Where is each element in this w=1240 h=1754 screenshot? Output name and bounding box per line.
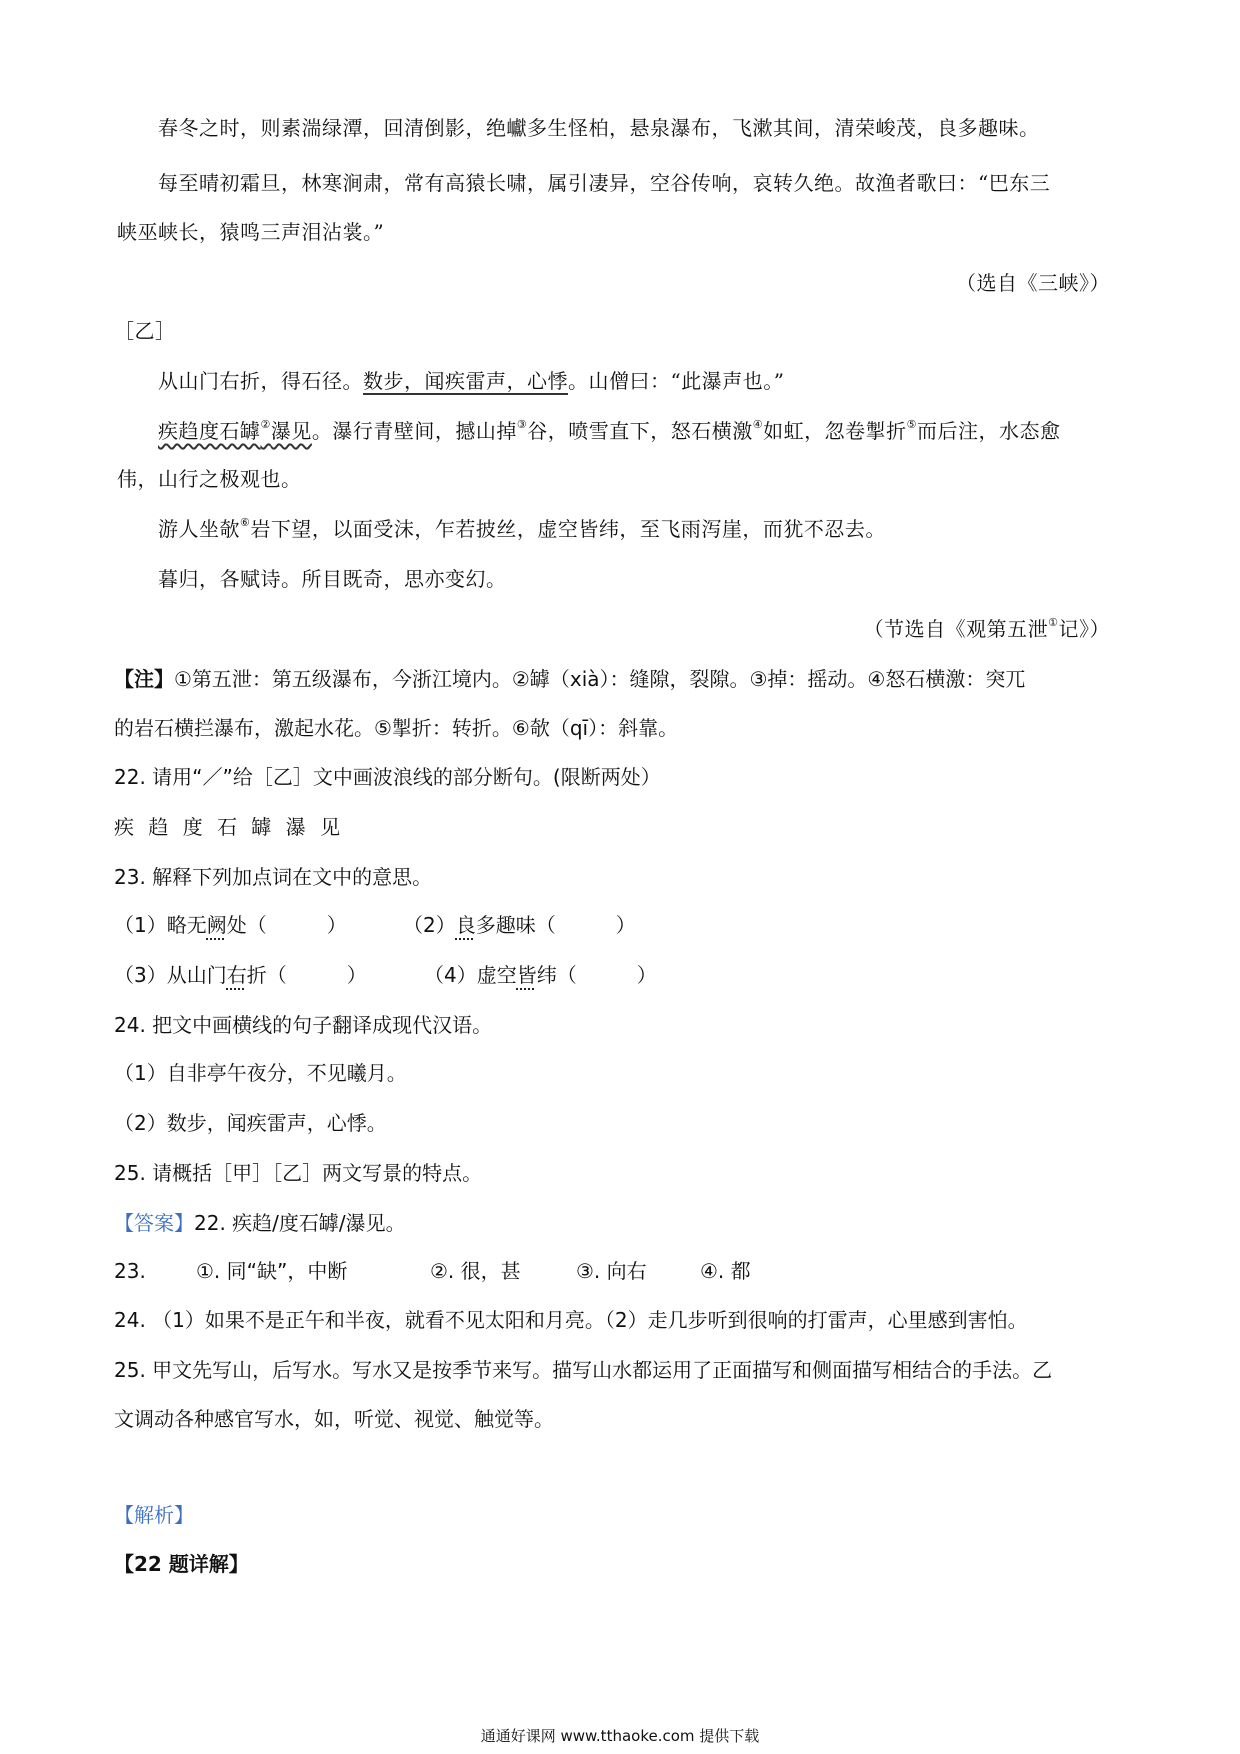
- q23-1-prefix: （1）略无: [114, 913, 207, 937]
- passage-b-source-part-b: 记》）: [1058, 617, 1110, 641]
- answer-23-number: 23.: [114, 1259, 146, 1283]
- answer-22-line: [114, 1210, 406, 1236]
- note-marker-2: ②: [260, 418, 271, 431]
- passage-b-source-part-a: （节选自《观第五泄: [863, 617, 1049, 641]
- note-marker-5: ⑤: [906, 418, 917, 431]
- q23-3-dotted-word: 右: [226, 963, 247, 987]
- passage-b-p2-text-4: 而后注，水态愈: [917, 419, 1061, 443]
- question-23-item-4: [424, 962, 657, 988]
- question-24-item-1: （1）自非亭午夜分，不见曦月。: [114, 1061, 407, 1085]
- passage-b-paragraph-2-line-2: 伟，山行之极观也。: [117, 467, 302, 491]
- q23-4-suffix: 纬（ ）: [536, 963, 657, 987]
- notes-text-1: ①第五泄：第五级瀑布，今浙江境内。②罅（xià）：缝隙，裂隙。③掉：摇动。④怒石横激：突兀: [174, 667, 1026, 691]
- wavy-phrase: [158, 419, 312, 443]
- q23-3-prefix: （3）从山门: [114, 963, 227, 987]
- q23-2-dotted-word: 良: [455, 913, 476, 937]
- answer-25-line-2: 文调动各种感官写水，如，听觉、视觉、触觉等。: [114, 1407, 554, 1431]
- passage-a-source: （选自《三峡》）: [956, 271, 1110, 295]
- answer-25-line-1: 25. 甲文先写山，后写水。写水又是按季节来写。描写山水都运用了正面描写和侧面描写相结合的手法。乙: [114, 1358, 1053, 1382]
- passage-b-p2-text-1: 。瀑行青壁间，撼山掉: [311, 419, 517, 443]
- passage-b-p3-part-a: 游人坐欹: [158, 517, 240, 541]
- q23-2-suffix: 多趣味（ ）: [475, 913, 636, 937]
- q23-2-prefix: （2）: [403, 913, 456, 937]
- answer-23-2: ②. 很，甚: [430, 1259, 521, 1283]
- note-marker-6: ⑥: [240, 516, 251, 529]
- passage-b-p1-end: 。山僧曰：“此瀑声也。”: [568, 369, 785, 393]
- q23-3-suffix: 折（ ）: [246, 963, 367, 987]
- passage-b-source: [864, 616, 1110, 642]
- answer-23-3: ③. 向右: [576, 1259, 647, 1283]
- page-footer: 通通好课网 www.tthaoke.com 提供下载: [480, 1727, 760, 1745]
- passage-b-p2-text-3: 如虹，忽卷掣折: [763, 419, 907, 443]
- analysis-label: 【解析】: [114, 1503, 194, 1527]
- q23-4-prefix: （4）虚空: [424, 963, 517, 987]
- answer-24: 24. （1）如果不是正午和半夜，就看不见太阳和月亮。（2）走几步听到很响的打雷声，心里感到害怕。: [114, 1308, 1028, 1332]
- notes-line-2: 的岩石横拦瀑布，激起水花。⑤掣折：转折。⑥欹（qī）：斜靠。: [114, 716, 679, 740]
- question-24-item-2: （2）数步，闻疾雷声，心悸。: [114, 1111, 387, 1135]
- passage-b-label: ［乙］: [114, 319, 176, 343]
- q23-4-dotted-word: 皆: [516, 963, 537, 987]
- answer-23-4: ④. 都: [700, 1259, 751, 1283]
- passage-b-p2-text-2: 谷，喷雪直下，怒石横激: [527, 419, 753, 443]
- passage-a-paragraph-2-line-2: 峡巫峡长，猿鸣三声泪沾裳。”: [117, 220, 385, 244]
- q23-1-dotted-word: 阙: [206, 913, 227, 937]
- passage-a-paragraph-1: 春冬之时，则素湍绿潭，回清倒影，绝巘多生怪柏，悬泉瀑布，飞漱其间，清荣峻茂，良多趣味。: [158, 116, 1040, 140]
- underlined-sentence: 数步，闻疾雷声，心悸: [363, 369, 568, 393]
- wavy-phrase-part-a: 疾趋度石罅: [158, 419, 261, 443]
- note-marker-1: ①: [1048, 616, 1059, 629]
- question-23-item-3: [114, 962, 367, 988]
- passage-b-p3-part-b: 岩下望，以面受沫，乍若披丝，虚空皆纬，至飞雨泻崖，而犹不忍去。: [250, 517, 886, 541]
- note-marker-3: ③: [516, 418, 528, 431]
- question-24: 24. 把文中画横线的句子翻译成现代汉语。: [114, 1013, 493, 1037]
- q23-1-suffix: 处（ ）: [226, 913, 347, 937]
- question-23-item-1: [114, 912, 347, 938]
- passage-b-p1-start: 从山门右折，得石径。: [158, 369, 363, 393]
- answer-23-1: ①. 同“缺”，中断: [196, 1259, 348, 1283]
- q22-detail-heading: 【22 题详解】: [114, 1552, 249, 1576]
- note-marker-4: ④: [752, 418, 764, 431]
- passage-b-paragraph-3: [158, 516, 886, 542]
- answer-22: 22. 疾趋/度石罅/瀑见。: [194, 1211, 406, 1235]
- question-22-text: 疾 趋 度 石 罅 瀑 见: [114, 815, 345, 839]
- question-22: 22. 请用“／”给［乙］文中画波浪线的部分断句。(限断两处）: [114, 765, 661, 789]
- passage-b-paragraph-1: [158, 368, 784, 394]
- passage-b-paragraph-2-line-1: [158, 418, 1061, 444]
- passage-a-paragraph-2-line-1: 每至晴初霜旦，林寒涧肃，常有高猿长啸，属引凄异，空谷传响，哀转久绝。故渔者歌曰：“巴东三: [158, 171, 1051, 195]
- notes-line-1: [114, 666, 1025, 692]
- question-23: 23. 解释下列加点词在文中的意思。: [114, 865, 433, 889]
- question-23-item-2: [403, 912, 636, 938]
- passage-b-paragraph-4: 暮归，各赋诗。所目既奇，思亦变幻。: [158, 567, 507, 591]
- notes-label: 【注】: [114, 667, 174, 691]
- answer-label: 【答案】: [114, 1211, 194, 1235]
- wavy-phrase-part-b: 瀑见: [270, 419, 312, 443]
- question-25: 25. 请概括［甲］［乙］两文写景的特点。: [114, 1161, 483, 1185]
